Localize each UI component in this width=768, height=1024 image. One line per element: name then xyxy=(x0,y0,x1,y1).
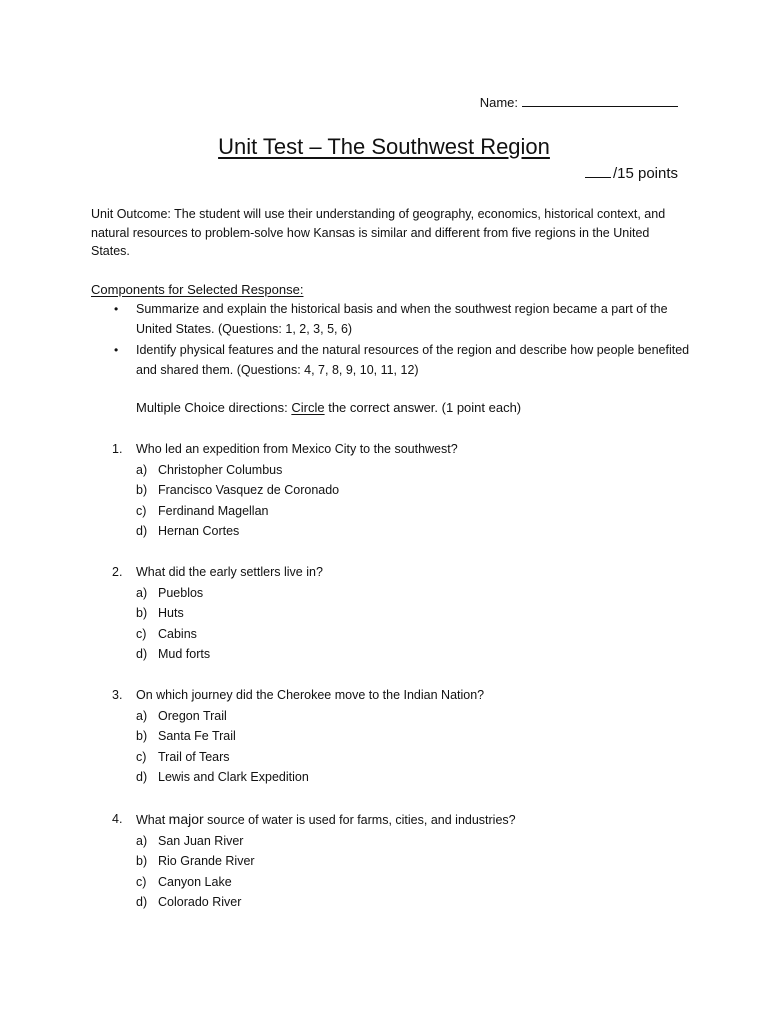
answer-option[interactable]: d) Colorado River xyxy=(136,895,242,909)
components-list-item: • Identify physical features and the natural resources of the region and describe how people benefited and shared them. (Questions: 4, 7, 8, 9, 10, 11, 12) xyxy=(110,340,690,380)
question-3 xyxy=(112,685,712,788)
question-stem: 1. Who led an expedition from Mexico City to the southwest? xyxy=(112,439,712,460)
question-stem: 3. On which journey did the Cherokee move to the Indian Nation? xyxy=(112,685,712,706)
answer-options xyxy=(112,831,712,913)
question-1 xyxy=(112,439,712,542)
answer-options xyxy=(112,583,712,665)
answer-option[interactable]: b) Huts xyxy=(136,606,184,620)
question-2 xyxy=(112,562,712,665)
answer-option[interactable]: b) Santa Fe Trail xyxy=(136,729,236,743)
answer-option[interactable]: b) Rio Grande River xyxy=(136,854,255,868)
score-blank-line xyxy=(585,164,611,178)
answer-option[interactable]: c) Canyon Lake xyxy=(136,874,232,889)
answer-option[interactable]: d) Lewis and Clark Expedition xyxy=(136,770,309,784)
name-blank-line xyxy=(522,94,678,107)
bullet-icon: • xyxy=(114,343,119,357)
components-heading: Components for Selected Response: xyxy=(91,282,304,297)
answer-option[interactable]: c) Cabins xyxy=(136,626,197,641)
answer-option[interactable]: a) San Juan River xyxy=(136,833,244,848)
student-name-field xyxy=(480,94,678,112)
points-label: /15 points xyxy=(612,165,678,182)
name-label: Name: xyxy=(479,95,518,110)
answer-option[interactable]: b) Francisco Vasquez de Coronado xyxy=(136,483,340,497)
answer-option[interactable]: d) Mud forts xyxy=(136,647,211,661)
answer-option[interactable]: a) Christopher Columbus xyxy=(136,462,283,477)
score-line xyxy=(585,164,678,184)
question-4 xyxy=(112,809,712,913)
question-stem: 2. What did the early settlers live in? xyxy=(112,562,712,583)
question-number: 2. xyxy=(112,565,123,579)
unit-outcome-text: The student will use their understanding of geography, economics, historical context, and natural resources to problem-solve how Kansas is similar and different from five regions in the United States. xyxy=(91,207,666,258)
page-title: Unit Test – The Southwest Region xyxy=(218,134,550,159)
circle-instruction-word: Circle xyxy=(291,400,325,415)
question-number: 1. xyxy=(112,442,123,456)
answer-option[interactable]: c) Ferdinand Magellan xyxy=(136,503,269,518)
answer-option[interactable]: d) Hernan Cortes xyxy=(136,524,240,538)
bullet-icon: • xyxy=(114,302,119,316)
question-stem: 4. What major source of water is used for farms, cities, and industries? xyxy=(112,809,712,831)
answer-options xyxy=(112,706,712,788)
answer-option[interactable]: c) Trail of Tears xyxy=(136,749,230,764)
multiple-choice-directions: Multiple Choice directions: Circle the correct answer. (1 point each) xyxy=(136,400,522,415)
answer-option[interactable]: a) Oregon Trail xyxy=(136,708,227,723)
unit-outcome-label: Unit Outcome: xyxy=(91,207,171,221)
emphasized-word: major xyxy=(168,811,204,827)
unit-outcome xyxy=(91,205,681,261)
components-list xyxy=(110,299,690,381)
question-number: 4. xyxy=(112,812,123,826)
components-list-item: • Summarize and explain the historical basis and when the southwest region became a part of the United States. (Questions: 1, 2, 3, 5, 6) xyxy=(110,299,690,339)
answer-options xyxy=(112,460,712,542)
answer-option[interactable]: a) Pueblos xyxy=(136,585,204,600)
question-number: 3. xyxy=(112,688,123,702)
